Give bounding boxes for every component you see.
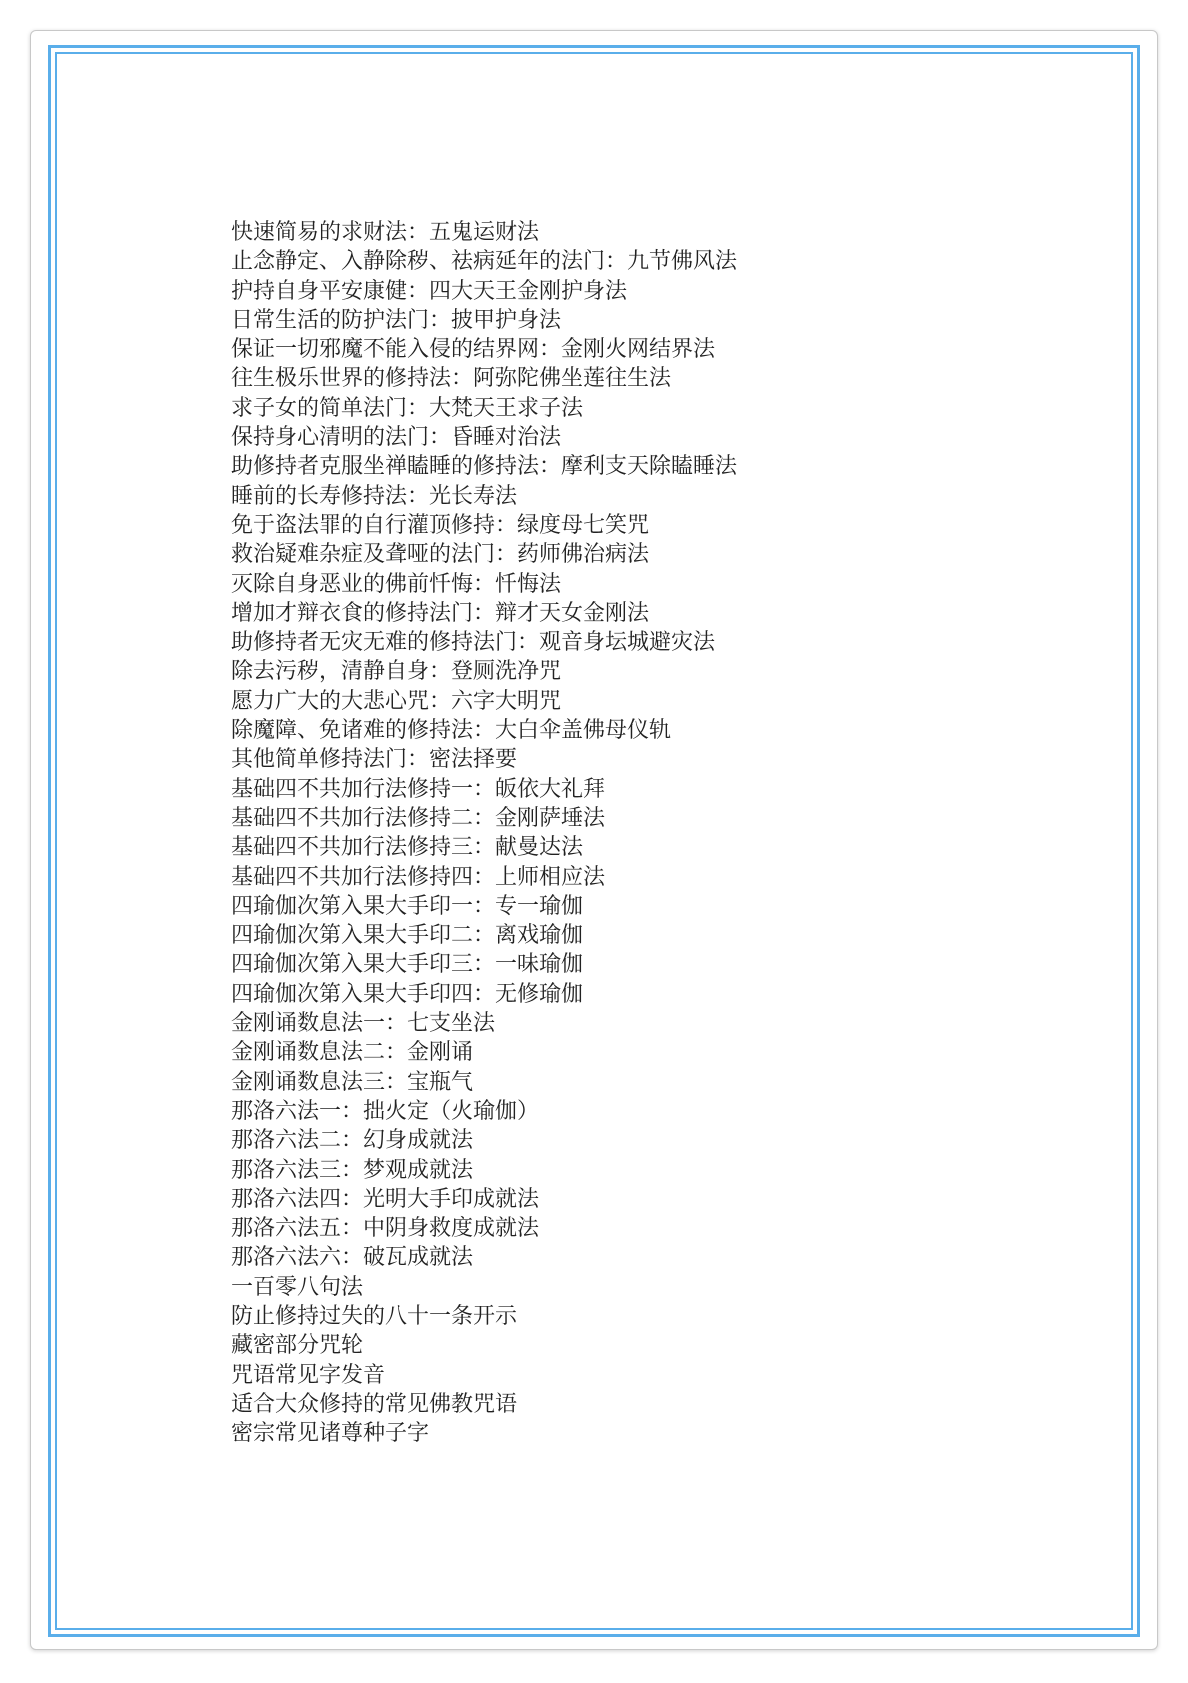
contents-entry: 金刚诵数息法三：宝瓶气 <box>231 1069 474 1095</box>
contents-entry: 护持自身平安康健：四大天王金刚护身法 <box>231 278 628 304</box>
contents-entry: 那洛六法二：幻身成就法 <box>231 1128 474 1154</box>
contents-entry: 求子女的简单法门：大梵天王求子法 <box>231 395 584 421</box>
contents-entry: 那洛六法四：光明大手印成就法 <box>231 1186 540 1212</box>
contents-entry: 其他简单修持法门：密法择要 <box>231 747 518 773</box>
contents-entry: 基础四不共加行法修持一：皈依大礼拜 <box>231 776 606 802</box>
contents-entry: 救治疑难杂症及聋哑的法门：药师佛治病法 <box>231 542 650 568</box>
contents-entry: 助修持者无灾无难的修持法门：观音身坛城避灾法 <box>231 630 716 656</box>
contents-entry: 四瑜伽次第入果大手印三：一味瑜伽 <box>231 952 584 978</box>
contents-entry: 适合大众修持的常见佛教咒语 <box>231 1391 518 1417</box>
contents-entry: 免于盗法罪的自行灌顶修持：绿度母七笑咒 <box>231 512 650 538</box>
contents-entry: 保持身心清明的法门：昏睡对治法 <box>231 425 562 451</box>
contents-entry: 金刚诵数息法一：七支坐法 <box>231 1011 496 1037</box>
contents-entry: 咒语常见字发音 <box>231 1362 386 1388</box>
contents-entry: 基础四不共加行法修持三：献曼达法 <box>231 835 584 861</box>
contents-entry: 密宗常见诸尊种子字 <box>231 1421 430 1447</box>
contents-entry: 保证一切邪魔不能入侵的结界网：金刚火网结界法 <box>231 337 716 363</box>
contents-entry: 助修持者克服坐禅瞌睡的修持法：摩利支天除瞌睡法 <box>231 454 738 480</box>
contents-entry: 睡前的长寿修持法：光长寿法 <box>231 483 518 509</box>
contents-entry: 增加才辩衣食的修持法门：辩才天女金刚法 <box>231 600 650 626</box>
contents-entry: 往生极乐世界的修持法：阿弥陀佛坐莲往生法 <box>231 366 672 392</box>
contents-entry: 止念静定、入静除秽、祛病延年的法门：九节佛风法 <box>231 249 738 275</box>
contents-entry: 日常生活的防护法门：披甲护身法 <box>231 307 562 333</box>
contents-entry: 防止修持过失的八十一条开示 <box>231 1303 518 1329</box>
contents-entry: 四瑜伽次第入果大手印一：专一瑜伽 <box>231 893 584 919</box>
contents-entry: 基础四不共加行法修持二：金刚萨埵法 <box>231 805 606 831</box>
contents-entry: 金刚诵数息法二：金刚诵 <box>231 1040 474 1066</box>
contents-entry: 四瑜伽次第入果大手印二：离戏瑜伽 <box>231 923 584 949</box>
contents-entry: 藏密部分咒轮 <box>231 1333 364 1359</box>
contents-entry: 四瑜伽次第入果大手印四：无修瑜伽 <box>231 981 584 1007</box>
contents-entry: 除去污秽，清静自身：登厕洗净咒 <box>231 659 562 685</box>
contents-entry: 快速简易的求财法：五鬼运财法 <box>231 220 540 245</box>
contents-entry: 那洛六法一：拙火定（火瑜伽） <box>231 1098 540 1124</box>
contents-entry: 那洛六法六：破瓦成就法 <box>231 1245 474 1271</box>
contents-entry: 一百零八句法 <box>231 1274 364 1300</box>
contents-entry: 基础四不共加行法修持四：上师相应法 <box>231 864 606 890</box>
contents-entry: 愿力广大的大悲心咒：六字大明咒 <box>231 688 562 714</box>
contents-list <box>231 218 737 1448</box>
contents-entry: 那洛六法五：中阴身救度成就法 <box>231 1216 540 1242</box>
contents-entry: 灭除自身恶业的佛前忏悔：忏悔法 <box>231 571 562 597</box>
contents-entry: 除魔障、免诸难的修持法：大白伞盖佛母仪轨 <box>231 718 672 744</box>
contents-entry: 那洛六法三：梦观成就法 <box>231 1157 474 1183</box>
